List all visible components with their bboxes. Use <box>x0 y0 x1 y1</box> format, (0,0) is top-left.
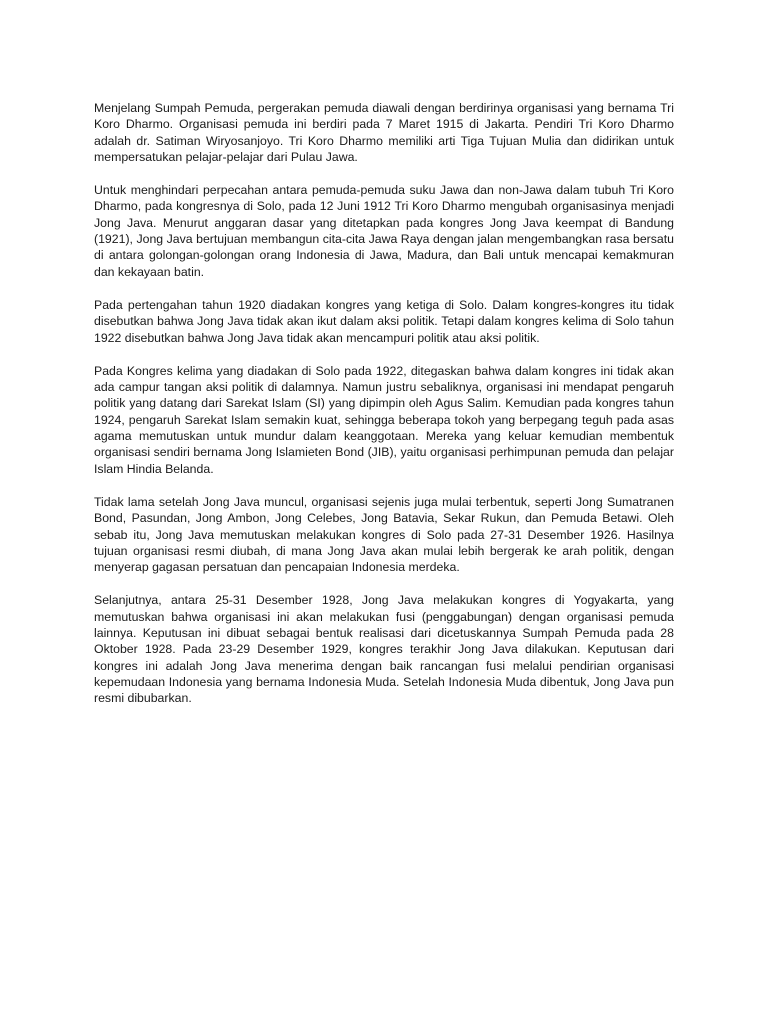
document-body <box>94 100 674 724</box>
paragraph-4: Pada Kongres kelima yang diadakan di Solo pada 1922, ditegaskan bahwa dalam kongres ini tidak akan ada campur tangan aksi politik di dalamnya. Namun justru sebaliknya, organisasi ini mendapat pengaruh politik yang datang dari Sarekat Islam (SI) yang dipimpin oleh Agus Salim. Kemudian pada kongres tahun 1924, pengaruh Sarekat Islam semakin kuat, sehingga beberapa tokoh yang berpegang teguh pada asas agama memutuskan untuk mundur dalam keanggotaan. Mereka yang keluar kemudian membentuk organisasi sendiri bernama Jong Islamieten Bond (JIB), yaitu organisasi perhimpunan pemuda dan pelajar Islam Hindia Belanda. <box>94 363 674 476</box>
paragraph-3: Pada pertengahan tahun 1920 diadakan kongres yang ketiga di Solo. Dalam kongres-kongres itu tidak disebutkan bahwa Jong Java tidak akan ikut dalam aksi politik. Tetapi dalam kongres kelima di Solo tahun 1922 disebutkan bahwa Jong Java tidak akan mencampuri politik atau aksi politik. <box>94 297 674 345</box>
paragraph-1: Menjelang Sumpah Pemuda, pergerakan pemuda diawali dengan berdirinya organisasi yang bernama Tri Koro Dharmo. Organisasi pemuda ini berdiri pada 7 Maret 1915 di Jakarta. Pendiri Tri Koro Dharmo adalah dr. Satiman Wiryosanjoyo. Tri Koro Dharmo memiliki arti Tiga Tujuan Mulia dan didirikan untuk mempersatukan pelajar-pelajar dari Pulau Jawa. <box>94 101 674 164</box>
paragraph-6: Selanjutnya, antara 25-31 Desember 1928, Jong Java melakukan kongres di Yogyakarta, yang memutuskan bahwa organisasi ini akan melakukan fusi (penggabungan) dengan organisasi pemuda lainnya. Keputusan ini dibuat sebagai bentuk realisasi dari dicetuskannya Sumpah Pemuda pada 28 Oktober 1928. Pada 23-29 Desember 1929, kongres terakhir Jong Java dilakukan. Keputusan dari kongres ini adalah Jong Java menerima dengan baik rancangan fusi melalui pendirian organisasi kepemudaan Indonesia yang bernama Indonesia Muda. Setelah Indonesia Muda dibentuk, Jong Java pun resmi dibubarkan. <box>94 593 674 706</box>
paragraph-2: Untuk menghindari perpecahan antara pemuda-pemuda suku Jawa dan non-Jawa dalam tubuh Tri Koro Dharmo, pada kongresnya di Solo, pada 12 Juni 1912 Tri Koro Dharmo mengubah organisasinya menjadi Jong Java. Menurut anggaran dasar yang ditetapkan pada kongres Jong Java keempat di Bandung (1921), Jong Java bertujuan membangun cita-cita Jawa Raya dengan jalan mengembangkan rasa bersatu di antara golongan-golongan orang Indonesia di Jawa, Madura, dan Bali untuk mencapai kemakmuran dan kekayaan batin. <box>94 183 674 279</box>
paragraph-5: Tidak lama setelah Jong Java muncul, organisasi sejenis juga mulai terbentuk, seperti Jong Sumatranen Bond, Pasundan, Jong Ambon, Jong Celebes, Jong Batavia, Sekar Rukun, dan Pemuda Betawi. Oleh sebab itu, Jong Java memutuskan melakukan kongres di Solo pada 27-31 Desember 1926. Hasilnya tujuan organisasi resmi diubah, di mana Jong Java akan mulai lebih bergerak ke arah politik, dengan menyerap gagasan persatuan dan pencapaian Indonesia merdeka. <box>94 494 674 575</box>
